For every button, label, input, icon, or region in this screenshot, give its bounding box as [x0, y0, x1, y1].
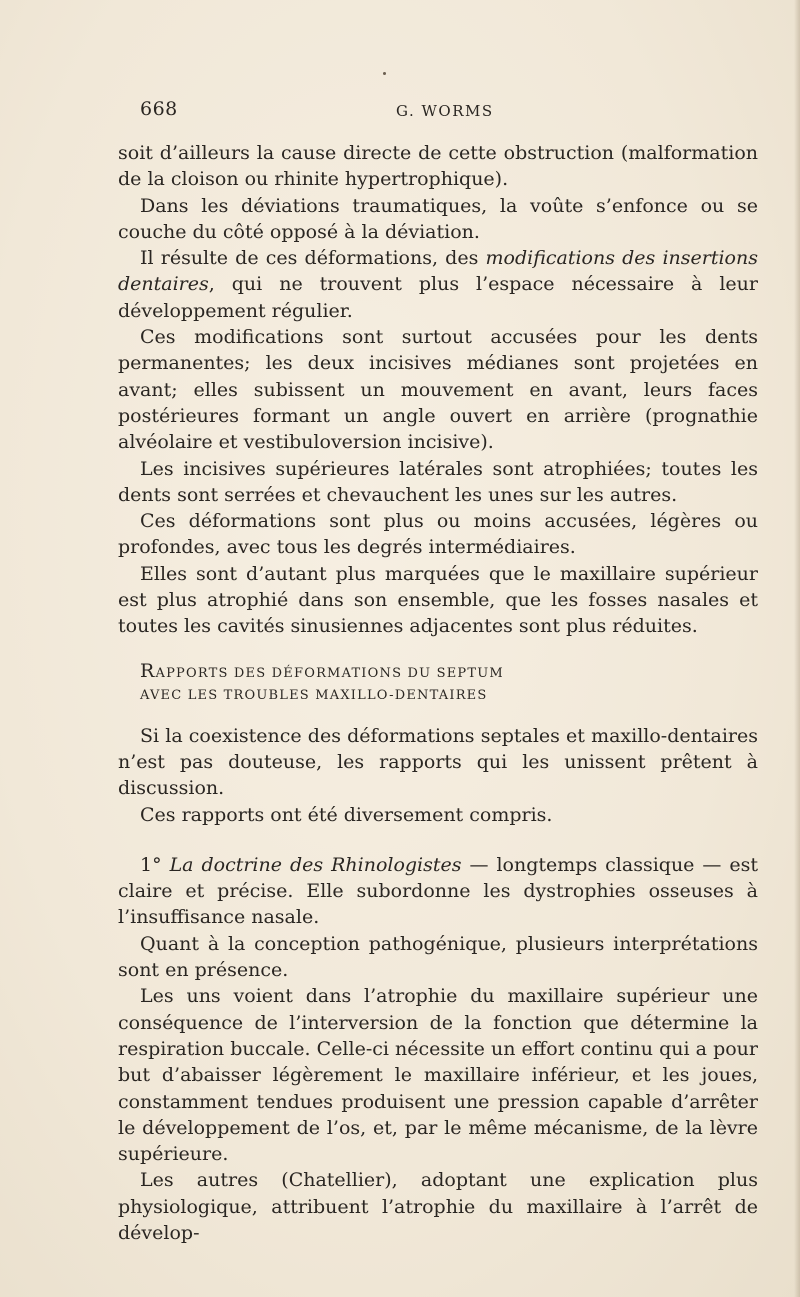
section-heading — [118, 660, 758, 707]
section-title-line-1 — [118, 660, 758, 685]
paragraph: Si la coexistence des déformations septales et maxillo-dentaires n’est pas douteuse, les rapports qui les unissent prêtent à discussion. — [118, 724, 758, 800]
paragraph: Ces modifications sont surtout accusées pour les dents permanentes; les deux incisives médianes sont projetées en avant; elles subissent un mouvement en avant, leurs faces postérieures formant un angle ouvert en arrière (prognathie alvéolaire et vestibuloversion incisive). — [118, 326, 758, 454]
section-title-line-2: AVEC LES TROUBLES MAXILLO-DENTAIRES — [140, 687, 488, 703]
running-head: G. WORMS — [396, 102, 494, 120]
text-run: — longtemps classique — est claire et précise. Elle subordonne les dystrophies osseuses à l’insuffisance nasale. — [118, 853, 758, 929]
italic-term: modifications des insertions dentaires — [118, 247, 758, 296]
text-run: , qui ne trouvent plus l’espace nécessaire à leur développement régulier. — [118, 273, 758, 322]
paragraph: Quant à la conception pathogénique, plusieurs interprétations sont en présence. — [118, 932, 758, 982]
italic-term: La doctrine des Rhinologistes — [169, 853, 462, 876]
paragraph: Ces déformations sont plus ou moins accusées, légères ou profondes, avec tous les degrés intermédiaires. — [118, 510, 758, 559]
spacer — [118, 828, 758, 852]
text-run: Il résulte de ces déformations, des — [140, 247, 486, 270]
print-speck — [383, 72, 386, 75]
paragraph: Les incisives supérieures latérales sont atrophiées; toutes les dents sont serrées et chevauchent les unes sur les autres. — [118, 457, 758, 506]
paragraph: Elles sont d’autant plus marquées que le maxillaire supérieur est plus atrophié dans son ensemble, que les fosses nasales et toutes les cavités sinusiennes adjacentes sont plus réduites. — [118, 562, 758, 638]
paragraph: Les uns voient dans l’atrophie du maxillaire supérieur une conséquence de l’interversion de la fonction que détermine la respiration buccale. Celle-ci nécessite un effort continu qui a pour but d’abaisser légèrement le maxillaire inférieur, et les joues, constamment tendues produisent une pression capable d’arrêter le développement de l’os, et, par le même mécanisme, de la lèvre supérieure. — [118, 985, 758, 1166]
paragraph: soit d’ailleurs la cause directe de cette obstruction (malformation de la cloison ou rhinite hypertrophique). — [118, 142, 758, 191]
body-text — [118, 140, 758, 1246]
page-number: 668 — [140, 98, 178, 120]
list-number: 1° — [140, 853, 170, 876]
paragraph-modifications — [118, 245, 758, 324]
title-text: APPORTS DES DÉFORMATIONS DU SEPTUM — [155, 665, 504, 681]
drop-capital: R — [140, 659, 156, 682]
paragraph: Ces rapports ont été diversement compris. — [140, 803, 553, 826]
page-edge-shadow — [794, 0, 800, 1297]
page-header — [118, 98, 758, 128]
paragraph: Dans les déviations traumatiques, la voûte s’enfonce ou se couche du côté opposé à la déviation. — [118, 194, 758, 243]
paragraph: Les autres (Chatellier), adoptant une explication plus physiologique, attribuent l’atrophie du maxillaire à l’arrêt de dévelop- — [118, 1169, 758, 1244]
paragraph-doctrine — [118, 852, 758, 931]
